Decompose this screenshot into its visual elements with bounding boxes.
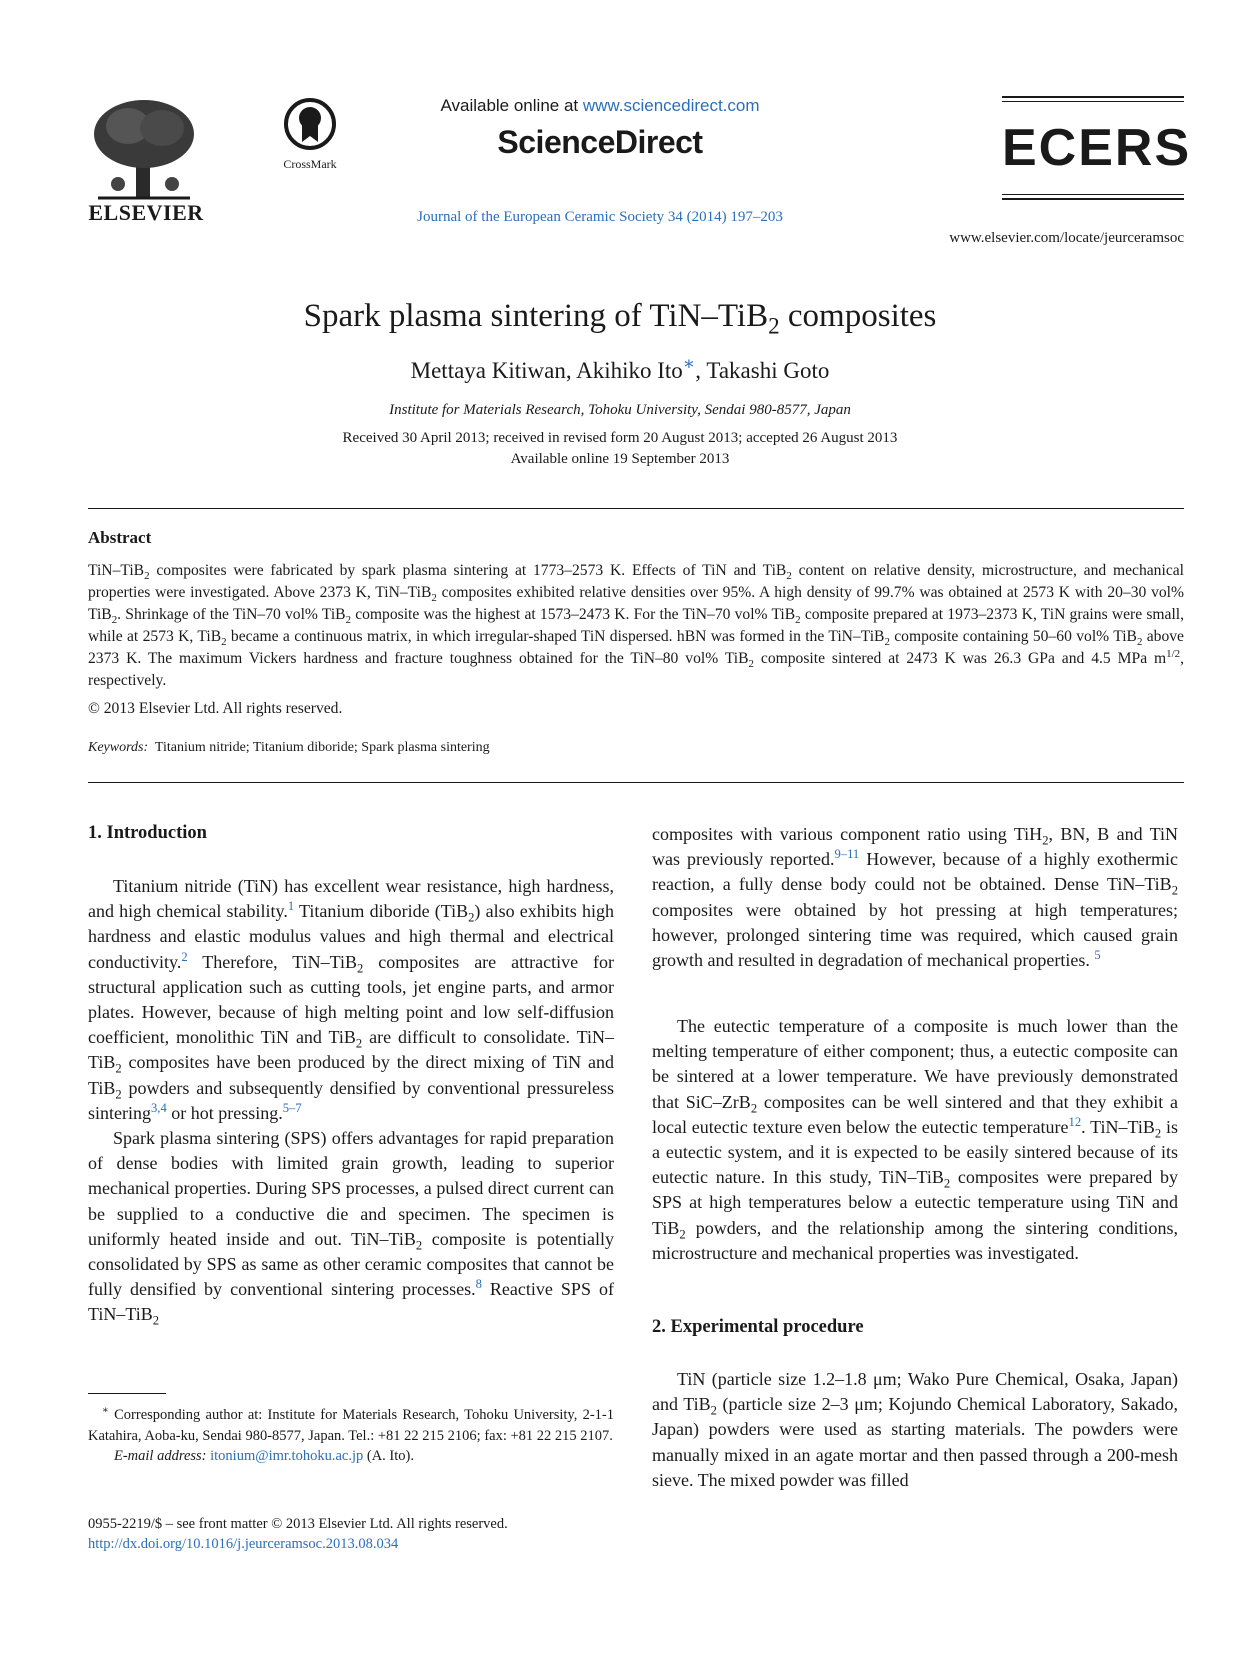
doi-link[interactable]: http://dx.doi.org/10.1016/j.jeurceramsoc.2013.08.034 (88, 1536, 399, 1552)
eutectic-paragraph (652, 1014, 1178, 1266)
keywords (88, 740, 490, 756)
author-list (0, 353, 1240, 384)
ref-link[interactable]: 5–7 (282, 1100, 302, 1115)
ref-link[interactable]: 8 (475, 1277, 482, 1292)
corresponding-author-mark[interactable]: ∗ (682, 353, 696, 374)
ref-link[interactable]: 9–11 (834, 847, 860, 862)
paragraph: Titanium nitride (TiN) has excellent wear resistance, high hardness, and high chemical stability.$^1$ Titanium diboride (TiB$_2$) also exhibits high hardness and elastic modulus values and high thermal and electrical conductivity.$^2$ Therefore, TiN–TiB$_2$ composites are attractive for structural application such as cutting tools, jet engine parts, and armor plates. However, because of high melting point and low self-diffusion coefficient, monolithic TiN and TiB$_2$ are difficult to consolidate. TiN–TiB$_2$ composites have been produced by the direct mixing of TiN and TiB$_2$ powders and subsequently densified by conventional pressureless sintering$^{3,4}$ or hot pressing.$^{5-7}$ (88, 876, 614, 1123)
author-kitiwan: Mettaya Kitiwan, (410, 358, 572, 383)
received-dates: Received 30 April 2013; received in revised form 20 August 2013; accepted 26 August 2013 (342, 430, 898, 446)
footnote-rule (88, 1393, 166, 1394)
divider-bottom (88, 782, 1184, 783)
author-email-link[interactable]: itonium@imr.tohoku.ac.jp (210, 1448, 364, 1464)
paragraph: composites with various component ratio using TiH$_2$, BN, B and TiN was previously reported.$^{9-11}$ However, because of a highly exothermic reaction, a fully dense body could not be obtained. Dense TiN–TiB$_2$ composites were obtained by hot pressing at high temperatures; however, prolonged sintering time was required, which caused grain growth and resulted in degradation of mechanical properties. $^5$ (652, 824, 1179, 971)
author-goto: , Takashi Goto (695, 358, 830, 383)
journal-reference-link[interactable]: Journal of the European Ceramic Society 34 (2014) 197–203 (417, 209, 783, 225)
sciencedirect-link[interactable]: www.sciencedirect.com (582, 96, 760, 115)
journal-reference[interactable] (360, 209, 840, 226)
section-heading-introduction: 1. Introduction (88, 823, 207, 843)
abstract-body: TiN–TiB$_2$ composites were fabricated by spark plasma sintering at 1773–2573 K. Effects of TiN and TiB$_2$ content on relative density, microstructure, and mechanical properties were investigated. Above 2373 K, TiN–TiB$_2$ composites exhibited relative densities over 95%. A high density of 99.7% was obtained at 2573 K with 20–30 vol% TiB$_2$. Shrinkage of the TiN–70 vol% TiB$_2$ composite was the highest at 1573–2473 K. For the TiN–70 vol% TiB$_2$ composite prepared at 1973–2373 K, TiN grains were small, while at 2573 K, TiB$_2$ became a continuous matrix, in which irregular-shaped TiN dispersed. hBN was formed in the TiN–TiB$_2$ composite containing 50–60 vol% TiB$_2$ above 2373 K. The maximum Vickers hardness and fracture toughness obtained for the TiN–80 vol% TiB$_2$ composite sintered at 2473 K was 26.3 GPa and 4.5 MPa $m^{1/2}$, respectively. (88, 562, 1185, 689)
affiliation: Institute for Materials Research, Tohoku University, Sendai 980-8577, Japan (389, 402, 851, 418)
abstract-copyright: © 2013 Elsevier Ltd. All rights reserved. (88, 700, 343, 717)
introduction-body (88, 874, 614, 1328)
sciencedirect-brand: ScienceDirect (497, 124, 703, 160)
introduction-continued (652, 822, 1178, 973)
ref-link[interactable]: 1 (287, 899, 295, 914)
ref-link[interactable]: 12 (1068, 1114, 1082, 1129)
ref-link[interactable]: 5 (1094, 948, 1101, 963)
section-heading-experimental: 2. Experimental procedure (652, 1317, 864, 1337)
paragraph: Spark plasma sintering (SPS) offers advantages for rapid preparation of dense bodies with limited grain growth, leading to superior mechanical properties. During SPS processes, a pulsed direct current can be supplied to a conductive die and specimen. The specimen is uniformly heated inside and out. TiN–TiB$_2$ composite is potentially consolidated by SPS as same as other ceramic composites that cannot be fully densified by conventional sintering processes.$^8$ Reactive SPS of TiN–TiB$_2$ (88, 1128, 614, 1329)
paragraph: TiN (particle size 1.2–1.8 μm; Wako Pure Chemical, Osaka, Japan) and TiB$_2$ (particle size 2–3 μm; Kojundo Chemical Laboratory, Sakado, Japan) powders were used as starting materials. The powders were manually mixed in an agate mortar and then passed through a 200-mesh sieve. The mixed powder was filled (652, 1369, 1178, 1490)
journal-url[interactable]: www.elsevier.com/locate/jeurceramsoc (949, 230, 1184, 246)
article-title: Spark plasma sintering of TiN–TiB$_2$ composites (303, 298, 937, 339)
paragraph: The eutectic temperature of a composite is much lower than the melting temperature of either component; thus, a eutectic composite can be sintered at a lower temperature. We have previously demonstrated that SiC–ZrB$_2$ composites can be well sintered and that they exhibit a local eutectic texture even below the eutectic temperature$^{12}$. TiN–TiB$_2$ is a eutectic system, and it is expected to be easily sintered because of its eutectic nature. In this study, TiN–TiB$_2$ composites were prepared by SPS at high temperatures below a eutectic temperature using TiN and TiB$_2$ powders, and the relationship among the sintering conditions, microstructure and mechanical properties was investigated. (652, 1016, 1179, 1263)
keywords-list: Titanium nitride; Titanium diboride; Spark plasma sintering (154, 740, 490, 755)
publisher-name: ELSEVIER (88, 200, 204, 225)
author-ito: Akihiko Ito (576, 358, 683, 383)
ref-link[interactable]: 3,4 (151, 1100, 167, 1115)
abstract-heading: Abstract (88, 528, 152, 547)
experimental-body (652, 1367, 1178, 1493)
divider-top (88, 508, 1184, 509)
issn-line: 0955-2219/$ – see front matter © 2013 Elsevier Ltd. All rights reserved. (88, 1516, 508, 1532)
keywords-label: Keywords: (88, 740, 149, 755)
ecers-logo-block (1002, 96, 1192, 200)
crossmark-label: CrossMark (283, 157, 337, 171)
available-online-date: Available online 19 September 2013 (510, 451, 730, 467)
ref-link[interactable]: 2 (181, 949, 188, 964)
front-matter (88, 1514, 508, 1554)
corresponding-author-footnote: ∗ Corresponding author at: Institute for Materials Research, Tohoku University, 2-1-1 Katahira, Aoba-ku, Sendai 980-8577, Japan. Tel.: +81 22 215 2106; fax: +81 22 215 2107. E-mail address: itonium@imr.tohoku.ac.jp (A. Ito). (88, 1405, 614, 1464)
crossmark-badge[interactable] (272, 98, 348, 172)
crossmark-icon (284, 98, 336, 150)
available-prefix: Available online at (440, 96, 583, 115)
ecers-logo: ECERS (1002, 119, 1192, 177)
available-online-line (400, 96, 800, 116)
